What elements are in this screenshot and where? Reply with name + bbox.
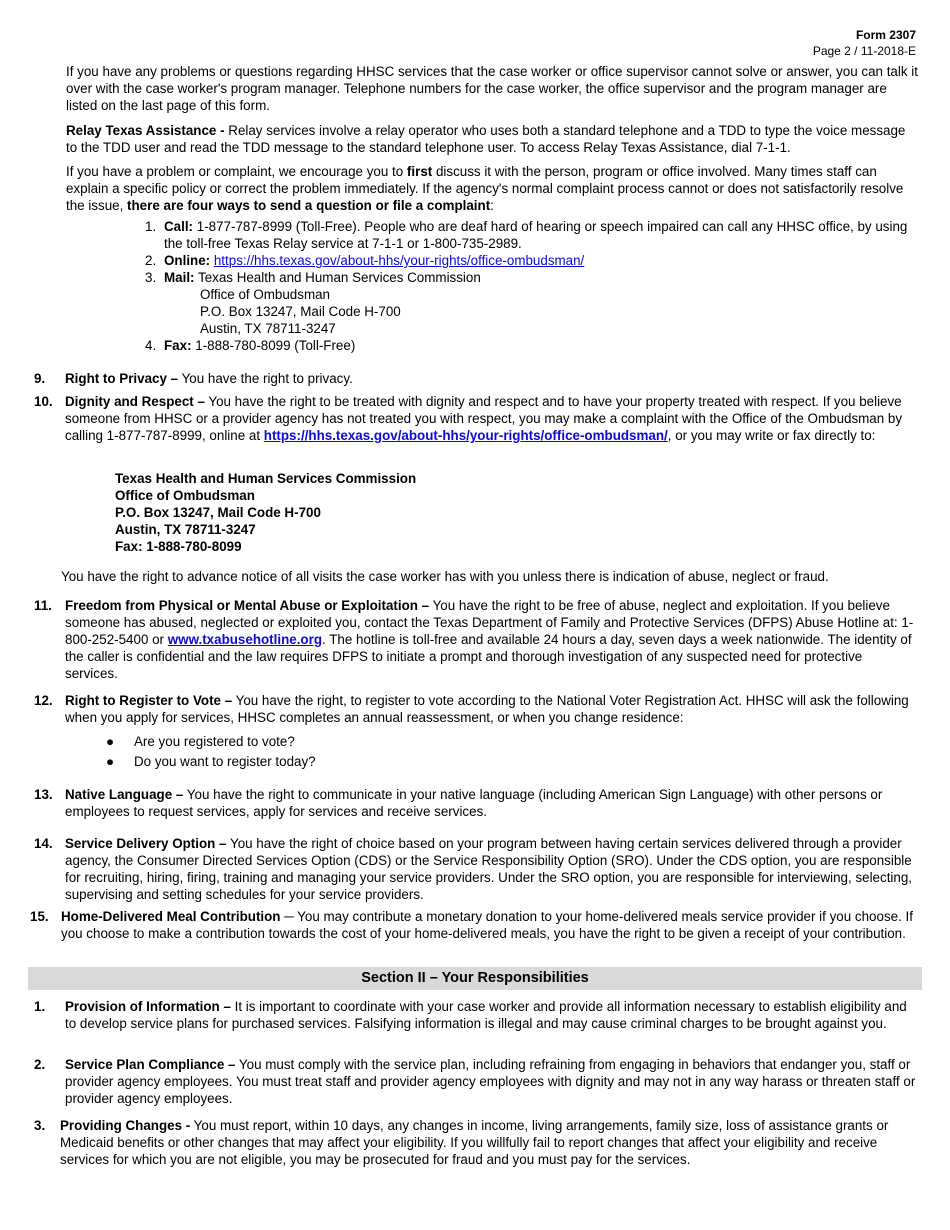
complaint-text-b: discuss it with the person, program or office involved. Many times staff can explain a specific policy or correct the problem immediately. If the agency's normal complaint process cannot or does not satisfactorily resolve the issue, (66, 164, 904, 213)
item-number: 10. (34, 394, 53, 409)
right-item-14 (34, 835, 918, 903)
bullet-text: Are you registered to vote? (134, 734, 295, 749)
right-item-15 (30, 908, 914, 942)
way-label: Call: (164, 219, 194, 234)
relay-title: Relay Texas Assistance - (66, 123, 225, 138)
mail-line-4: Austin, TX 78711-3247 (200, 321, 336, 336)
way-label: Online: (164, 253, 211, 268)
item-text: You have the right to communicate in your native language (including American Sign Language) with other persons or employees to request services, apply for services and receive services. (65, 787, 883, 819)
address-line: Austin, TX 78711-3247 (115, 522, 256, 537)
mail-line-2: Office of Ombudsman (200, 287, 330, 302)
relay-paragraph (66, 122, 918, 156)
item-title: Provision of Information – (65, 999, 231, 1014)
item-title: Right to Register to Vote – (65, 693, 233, 708)
relay-text: Relay services involve a relay operator who uses both a standard telephone and a TDD to type the voice message to the TDD user and read the TDD message to the standard telephone user. To access Relay Texas Assistance, dial 7-1-1. (66, 123, 906, 155)
address-fax: Fax: 1-888-780-8099 (115, 539, 242, 554)
way-text: 1-888-780-8099 (Toll-Free) (191, 338, 356, 353)
item-number: 14. (34, 836, 53, 851)
complaint-end: : (490, 198, 494, 213)
way-online (145, 252, 920, 269)
item-title: Home-Delivered Meal Contribution (61, 909, 281, 924)
item-number: 9. (34, 371, 46, 386)
responsibility-item-1 (34, 998, 918, 1032)
item-title: Right to Privacy – (65, 371, 179, 386)
item-number: 1. (34, 999, 46, 1014)
section-title: Section II – Your Responsibilities (361, 970, 589, 986)
complaint-first: first (406, 164, 433, 179)
item-text: You must comply with the service plan, including refraining from engaging in behaviors that endanger you, staff or provider agency employees. You must treat staff and provider agency employees with dignity and may not in any way harass or threaten staff or provider agency employees. (65, 1057, 916, 1106)
right-item-9 (34, 370, 918, 387)
ombudsman-address (115, 470, 416, 555)
item-text-a: You have the right to be treated with dignity and respect and to have your property treated with respect. If you believe someone from HHSC or a provider agency has not treated you with respect, you may make a complaint with the Office of the Ombudsman by calling 1-877-787-8999, online at (65, 394, 903, 443)
item-number: 13. (34, 787, 53, 802)
item-text-b: , or you may write or fax directly to: (667, 428, 876, 443)
responsibility-item-3 (34, 1117, 918, 1168)
right-item-13 (34, 786, 918, 820)
right-item-10 (34, 393, 918, 444)
item-number: 12. (34, 693, 53, 708)
way-number: 3. (145, 270, 157, 285)
mail-line-1: Texas Health and Human Services Commission (194, 270, 481, 285)
complaint-ways-list (145, 218, 920, 354)
item-text: ─ You may contribute a monetary donation to your home-delivered meals service provider if you choose. If you choose to make a contribution towards the cost of your home-delivered meals, you have the right to be given a receipt of your contribution. (61, 909, 913, 941)
abuse-hotline-link[interactable]: www.txabusehotline.org (167, 632, 323, 647)
way-number: 4. (145, 338, 157, 353)
right-item-11 (34, 597, 918, 682)
ombudsman-link[interactable]: https://hhs.texas.gov/about-hhs/your-rights/office-ombudsman/ (213, 253, 585, 268)
address-line: Texas Health and Human Services Commission (115, 471, 417, 486)
address-line: P.O. Box 13247, Mail Code H-700 (115, 505, 321, 520)
page-header (813, 27, 916, 59)
item-number: 3. (34, 1118, 46, 1133)
way-label: Mail: (164, 270, 195, 285)
bullet-item (106, 753, 316, 770)
item-text: You have the right of choice based on your program between having certain services delivered through a provider agency, the Consumer Directed Services Option (CDS) or the Service Responsibility Option (SRO). Under the CDS option, you are responsible for recruiting, hiring, firing, training and managing your service providers. Under the SRO option, you are responsible for interviewing, selecting, supervising and setting schedules for your service providers. (65, 836, 913, 902)
mail-line-3: P.O. Box 13247, Mail Code H-700 (200, 304, 401, 319)
item-number: 11. (34, 598, 52, 613)
way-number: 2. (145, 253, 157, 268)
bullet-icon: ● (106, 734, 115, 749)
page-number: Page 2 / 11-2018-E (812, 44, 916, 58)
item-text-b: . The hotline is toll-free and available 24 hours a day, seven days a week nationwide. The identity of the caller is confidential and the law requires DFPS to initiate a prompt and thorough investigation of any suspected need for protective services. (65, 632, 912, 681)
vote-questions (106, 733, 316, 773)
address-line: Office of Ombudsman (115, 488, 255, 503)
item-text: You have the right to privacy. (178, 371, 353, 386)
intro-text: If you have any problems or questions regarding HHSC services that the case worker or office supervisor cannot solve or answer, you can talk it over with the case worker's program manager. Telephone numbers for the case worker, the office supervisor and the program manager are listed on the last page of this form. (66, 64, 918, 113)
responsibility-item-2 (34, 1056, 918, 1107)
item-title: Dignity and Respect – (65, 394, 205, 409)
way-mail (145, 269, 920, 337)
item-text: You have the right, to register to vote according to the National Voter Registration Act. HHSC will ask the following when you apply for services, HHSC completes an annual reassessment, or when you change residence: (65, 693, 909, 725)
way-text: 1-877-787-8999 (Toll-Free). People who are deaf hard of hearing or speech impaired can call any HHSC office, by using the toll-free Texas Relay service at 7-1-1 or 1-800-735-2989. (164, 219, 908, 251)
item-title: Service Plan Compliance – (65, 1057, 236, 1072)
item-number: 15. (30, 909, 49, 924)
item-text-a: You have the right to be free of abuse, neglect and exploitation. If you believe someone has abused, neglected or exploited you, contact the Texas Department of Family and Protective Services (DFPS) Abuse Hotline at: 1-800-252-5400 or (65, 598, 914, 647)
item-number: 2. (34, 1057, 46, 1072)
item-title: Native Language – (65, 787, 184, 802)
intro-paragraph (66, 63, 918, 114)
way-fax (145, 337, 920, 354)
complaint-paragraph (66, 163, 918, 214)
advance-notice (61, 568, 913, 585)
item-text: You must report, within 10 days, any changes in income, living arrangements, family size, loss of assistance grants or Medicaid benefits or other changes that may affect your eligibility. If you willfully fail to report changes that affect your eligibility and receive services for which you are not eligible, you may be prosecuted for fraud and you must pay for the services. (60, 1118, 889, 1167)
item-title: Service Delivery Option – (65, 836, 227, 851)
bullet-item (106, 733, 316, 750)
right-item-12 (34, 692, 918, 726)
way-label: Fax: (164, 338, 192, 353)
bullet-icon: ● (106, 754, 115, 769)
item-title: Providing Changes - (60, 1118, 191, 1133)
way-number: 1. (145, 219, 157, 234)
item-text: It is important to coordinate with your case worker and provide all information necessary to establish eligibility and to develop service plans for purchased services. Falsifying information is illegal and may cause criminal charges to be brought against you. (65, 999, 907, 1031)
ombudsman-link[interactable]: https://hhs.texas.gov/about-hhs/your-rights/office-ombudsman/ (263, 428, 668, 443)
form-number: Form 2307 (855, 28, 916, 42)
item-title: Freedom from Physical or Mental Abuse or Exploitation – (65, 598, 430, 613)
notice-text: You have the right to advance notice of all visits the case worker has with you unless there is indication of abuse, neglect or fraud. (61, 569, 829, 584)
section-2-heading (28, 967, 922, 990)
complaint-bold: there are four ways to send a question or file a complaint (127, 198, 491, 213)
way-call (145, 218, 920, 252)
complaint-text-a: If you have a problem or complaint, we encourage you to (66, 164, 407, 179)
bullet-text: Do you want to register today? (134, 754, 316, 769)
